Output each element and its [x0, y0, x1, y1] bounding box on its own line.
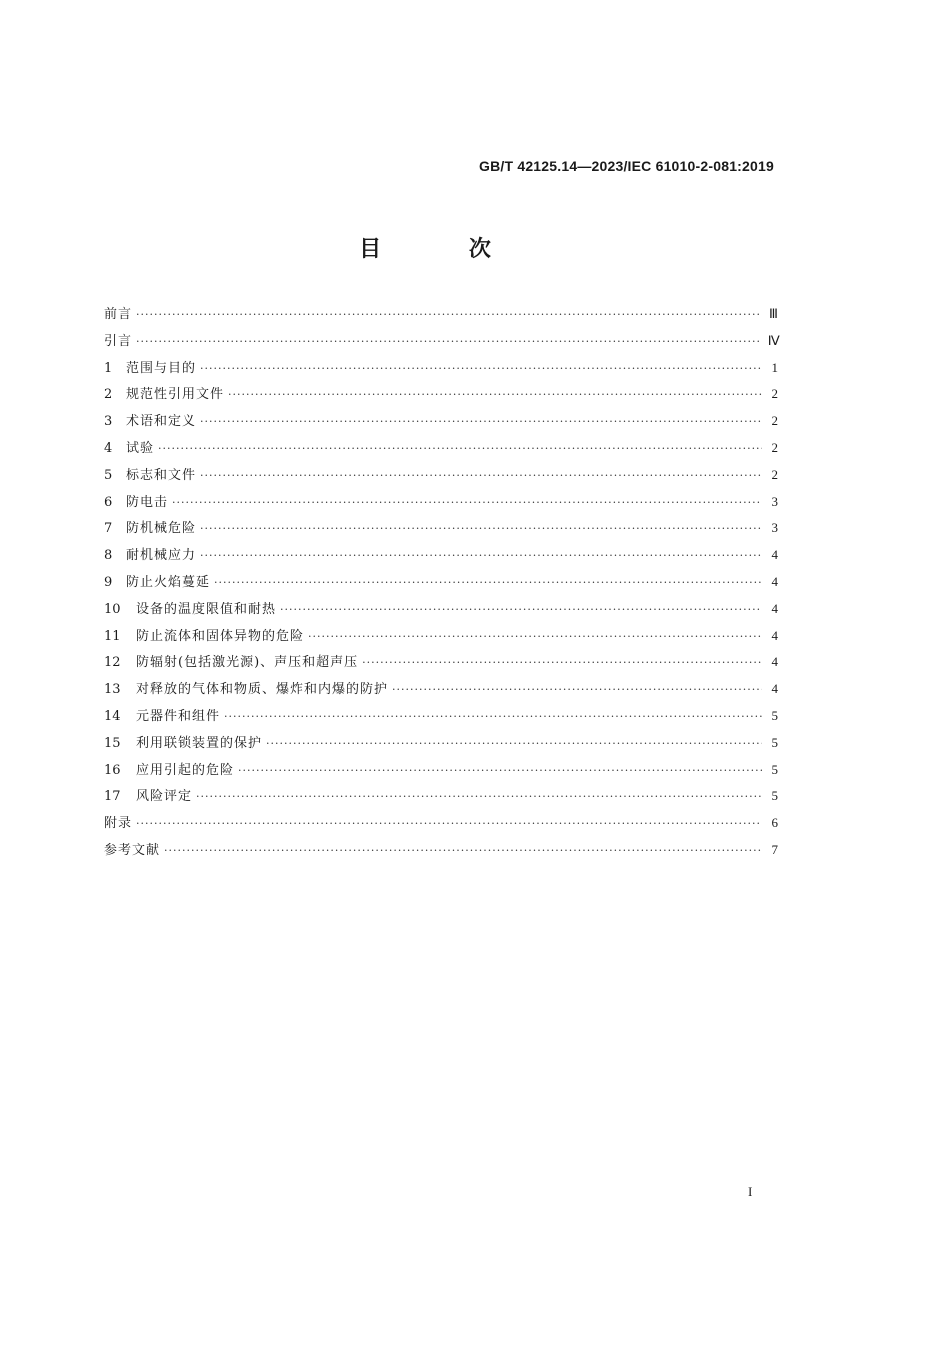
toc-entry-label: 防止流体和固体异物的危险 — [136, 628, 305, 644]
toc-entry-label: 术语和定义 — [126, 414, 197, 430]
toc-entry[interactable] — [104, 438, 778, 465]
toc-entry-page: 2 — [771, 466, 778, 482]
toc-entry-page: Ⅳ — [767, 332, 780, 348]
toc-entry-page: 2 — [771, 439, 778, 455]
toc-leader-dots — [308, 627, 762, 647]
toc-entry-label: 范围与目的 — [126, 360, 197, 376]
toc-entry-label: 利用联锁装置的保护 — [136, 735, 263, 751]
toc-entry-number: 1 — [104, 360, 113, 376]
toc-entry[interactable] — [104, 304, 778, 331]
toc-entry-number: 7 — [104, 521, 113, 537]
toc-entry-label: 参考文献 — [104, 842, 161, 858]
toc-entry-page: 3 — [771, 520, 778, 536]
toc-entry[interactable] — [104, 706, 778, 733]
toc-entry-page: 7 — [771, 841, 778, 857]
toc-entry[interactable] — [104, 813, 778, 840]
toc-entry-page: 4 — [771, 681, 778, 697]
toc-leader-dots — [228, 385, 762, 405]
toc-entry[interactable] — [104, 545, 778, 572]
toc-entry-label: 引言 — [104, 333, 133, 349]
toc-entry[interactable] — [104, 384, 778, 411]
toc-entry-label: 防辐射(包括激光源)、声压和超声压 — [136, 655, 359, 671]
toc-leader-dots — [280, 600, 762, 620]
toc-entry[interactable] — [104, 786, 778, 813]
toc-leader-dots — [200, 359, 762, 379]
toc-entry-page: 4 — [771, 573, 778, 589]
toc-leader-dots — [238, 761, 762, 781]
toc-entry[interactable] — [104, 626, 778, 653]
toc-entry[interactable] — [104, 652, 778, 679]
toc-entry-number: 8 — [104, 548, 113, 564]
toc-entry-number: 12 — [104, 655, 121, 671]
toc-entry-label: 对释放的气体和物质、爆炸和内爆的防护 — [136, 682, 389, 698]
toc-entry-label: 前言 — [104, 307, 133, 322]
toc-entry-page: 5 — [771, 761, 778, 777]
toc-entry-label: 标志和文件 — [126, 467, 197, 483]
toc-entry-label: 防电击 — [126, 494, 169, 510]
toc-entry[interactable] — [104, 518, 778, 545]
toc-entry-number: 5 — [104, 467, 113, 483]
toc-entry[interactable] — [104, 331, 778, 358]
toc-entry-page: 5 — [771, 707, 778, 723]
toc-leader-dots — [200, 466, 762, 486]
toc-leader-dots — [158, 439, 762, 459]
toc-leader-dots — [362, 653, 762, 673]
toc-entry-page: 3 — [771, 493, 778, 509]
toc-entry-number: 15 — [104, 735, 121, 751]
toc-entry-label: 耐机械应力 — [126, 548, 197, 564]
toc-entry-label: 防机械危险 — [126, 521, 197, 537]
toc-leader-dots — [266, 734, 762, 754]
toc-leader-dots — [200, 519, 762, 539]
toc-leader-dots — [164, 841, 762, 861]
toc-entry-page: 4 — [771, 547, 778, 563]
toc-entry-number: 3 — [104, 414, 113, 430]
toc-entry[interactable] — [104, 411, 778, 438]
toc-entry-label: 试验 — [126, 440, 155, 456]
toc-leader-dots — [136, 332, 762, 352]
toc-entry[interactable] — [104, 492, 778, 519]
toc-entry-number: 16 — [104, 762, 121, 778]
toc-entry-number: 9 — [104, 574, 113, 590]
toc-title: 目 次 — [359, 237, 531, 262]
toc-entry-label: 风险评定 — [136, 789, 193, 805]
toc-entry-number: 10 — [104, 601, 121, 617]
toc-entry-label: 附录 — [104, 816, 133, 832]
toc-entry-number: 13 — [104, 682, 121, 698]
toc-entry-number: 14 — [104, 708, 121, 724]
toc-entry-page: 4 — [771, 627, 778, 643]
toc-leader-dots — [392, 680, 762, 700]
toc-entry-number: 2 — [104, 387, 113, 403]
toc-entry-page: 2 — [771, 386, 778, 402]
toc-leader-dots — [172, 493, 762, 513]
toc-entry-label: 应用引起的危险 — [136, 762, 235, 778]
toc-entry-label: 元器件和组件 — [136, 708, 221, 724]
toc-entry[interactable] — [104, 599, 778, 626]
toc-entry[interactable] — [104, 733, 778, 760]
toc-entry[interactable] — [104, 679, 778, 706]
toc-entry[interactable] — [104, 840, 778, 867]
toc-leader-dots — [200, 412, 762, 432]
toc-entry-page: Ⅲ — [769, 306, 778, 321]
toc-leader-dots — [200, 546, 762, 566]
toc-entry-page: 4 — [771, 600, 778, 616]
toc-entry-number: 6 — [104, 494, 113, 510]
toc-entry-page: 4 — [771, 654, 778, 670]
standard-code: GB/T 42125.14—2023/IEC 61010-2-081:2019 — [479, 158, 774, 174]
toc-list — [104, 304, 778, 867]
toc-entry[interactable] — [104, 465, 778, 492]
toc-entry-label: 防止火焰蔓延 — [126, 574, 211, 590]
toc-entry[interactable] — [104, 358, 778, 385]
toc-entry-label: 规范性引用文件 — [126, 387, 225, 403]
toc-leader-dots — [136, 305, 762, 325]
toc-entry-number: 4 — [104, 440, 113, 456]
toc-entry[interactable] — [104, 760, 778, 787]
toc-entry-number: 11 — [104, 628, 121, 644]
toc-entry-page: 2 — [771, 413, 778, 429]
page-number: I — [748, 1184, 753, 1199]
toc-entry-label: 设备的温度限值和耐热 — [136, 601, 277, 617]
toc-entry-page: 5 — [771, 734, 778, 750]
toc-leader-dots — [196, 787, 762, 807]
toc-entry[interactable] — [104, 572, 778, 599]
toc-leader-dots — [136, 814, 762, 834]
toc-entry-page: 1 — [771, 359, 778, 375]
toc-leader-dots — [214, 573, 762, 593]
toc-entry-page: 6 — [771, 815, 778, 831]
toc-leader-dots — [224, 707, 762, 727]
toc-entry-page: 5 — [771, 788, 778, 804]
toc-entry-number: 17 — [104, 789, 121, 805]
